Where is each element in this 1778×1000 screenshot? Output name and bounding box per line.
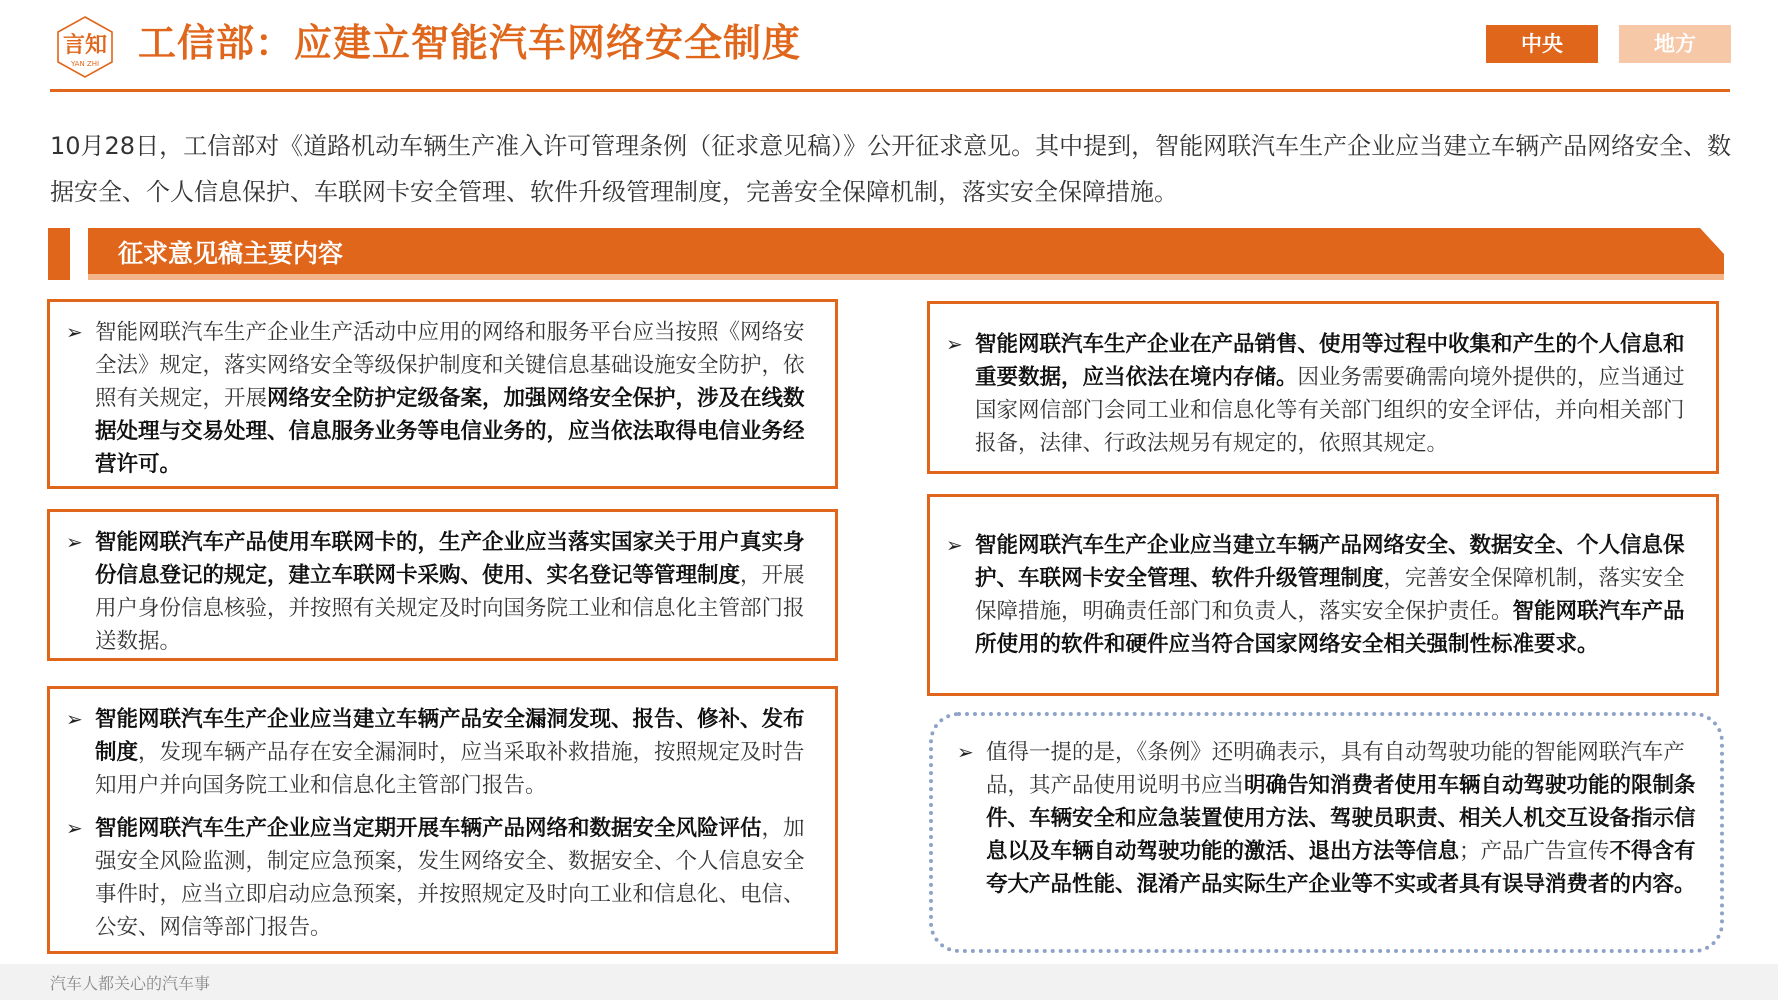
item-bold-text: 智能网联汽车生产企业应当定期开展车辆产品网络和数据安全风险评估 (95, 816, 762, 841)
right-box-2 (927, 494, 1719, 696)
item-bold-text: 智能网联汽车生产企业在产品销售、使用等过程中收集和产生的个人信息和重要数据，应当依法在境内存储。 (975, 332, 1685, 390)
item-text-2: ；产品广告宣传 (1459, 839, 1610, 864)
item-text: 值得一提的是，《条例》还明确表示，具有自动驾驶功能的智能网联汽车产品，其产品使用说明书应当 (986, 740, 1685, 798)
logo-subtitle: YAN ZHI (70, 60, 100, 68)
footer-bar (0, 964, 1778, 1000)
list-item (66, 703, 819, 802)
tab-central[interactable]: 中央 (1486, 25, 1598, 63)
list-item (946, 511, 1700, 661)
item-text: 因业务需要确需向境外提供的，应当通过国家网信部门会同工业和信息化等有关部门组织的安全评估，并向相关部门报备，法律、行政法规另有规定的，依照其规定。 (975, 365, 1685, 456)
item-bold-text: 智能网联汽车生产企业应当建立车辆产品安全漏洞发现、报告、修补、发布制度 (95, 707, 805, 765)
item-text: ，完善安全保障机制，落实安全保障措施，明确责任部门和负责人，落实安全保护责任。 (975, 566, 1685, 624)
left-box-2 (47, 509, 838, 661)
logo-chars: 言知 (62, 33, 108, 58)
footer-slogan: 汽车人都关心的汽车事 (50, 974, 211, 993)
item-bold-text: 智能网联汽车生产企业应当建立车辆产品网络安全、数据安全、个人信息保护、车联网卡安全管理、软件升级管理制度 (975, 533, 1685, 591)
bullet-arrow-icon: ➢ (946, 533, 963, 557)
right-box-1 (927, 301, 1719, 474)
left-box-1 (47, 299, 838, 489)
list-item (946, 318, 1700, 460)
item-bold-text-2: 不得含有夸大产品性能、混淆产品实际生产企业等不实或者具有误导消费者的内容。 (986, 839, 1696, 897)
bullet-arrow-icon: ➢ (66, 816, 83, 840)
section-header (48, 228, 1724, 280)
item-text: ，加强安全风险监测，制定应急预案，发生网络安全、数据安全、个人信息安全事件时，应当立即启动应急预案，并按照规定及时向工业和信息化、电信、公安、网信等部门报告。 (95, 816, 805, 940)
tab-local[interactable]: 地方 (1619, 25, 1731, 63)
logo-hexagon-icon (52, 14, 118, 80)
right-box-3-note (929, 712, 1724, 953)
item-bold-text-2: 智能网联汽车产品所使用的软件和硬件应当符合国家网络安全相关强制性标准要求。 (975, 599, 1685, 657)
item-text: ，发现车辆产品存在安全漏洞时，应当采取补救措施，按照规定及时告知用户并向国务院工业和信息化主管部门报告。 (95, 740, 805, 798)
list-item (66, 526, 819, 658)
item-bold-text: 网络安全防护定级备案，加强网络安全保护，涉及在线数据处理与交易处理、信息服务业务等电信业务的，应当依法取得电信业务经营许可。 (95, 386, 805, 477)
item-text: 智能网联汽车生产企业生产活动中应用的网络和服务平台应当按照《网络安全法》规定，落实网络安全等级保护制度和关键信息基础设施安全防护，依照有关规定，开展 (95, 320, 805, 411)
bullet-arrow-icon: ➢ (66, 320, 83, 344)
item-bold-text: 智能网联汽车产品使用车联网卡的，生产企业应当落实国家关于用户真实身份信息登记的规定，建立车联网卡采购、使用、实名登记等管理制度 (95, 530, 805, 588)
section-title: 征求意见稿主要内容 (118, 239, 344, 268)
intro-paragraph: 10月28日，工信部对《道路机动车辆生产准入许可管理条例（征求意见稿）》公开征求意见。其中提到，智能网联汽车生产企业应当建立车辆产品网络安全、数据安全、个人信息保护、车联网卡安全管理、软件升级管理制度，完善安全保障机制，落实安全保障措施。 (50, 132, 1732, 206)
list-item (66, 316, 819, 481)
section-header-stub (48, 228, 70, 280)
left-box-3 (47, 686, 838, 954)
list-item (66, 812, 819, 944)
bullet-arrow-icon: ➢ (957, 740, 974, 764)
bullet-arrow-icon: ➢ (66, 530, 83, 554)
bullet-arrow-icon: ➢ (946, 332, 963, 356)
list-item (957, 736, 1698, 901)
page-title: 工信部：应建立智能汽车网络安全制度 (138, 21, 802, 65)
header-divider (50, 89, 1730, 92)
brand-logo (52, 14, 118, 80)
item-text: ，开展用户身份信息核验，并按照有关规定及时向国务院工业和信息化主管部门报送数据。 (95, 563, 805, 654)
bullet-arrow-icon: ➢ (66, 707, 83, 731)
item-bold-text: 明确告知消费者使用车辆自动驾驶功能的限制条件、车辆安全和应急装置使用方法、驾驶员职责、相关人机交互设备指示信息以及车辆自动驾驶功能的激活、退出方法等信息 (986, 773, 1696, 864)
